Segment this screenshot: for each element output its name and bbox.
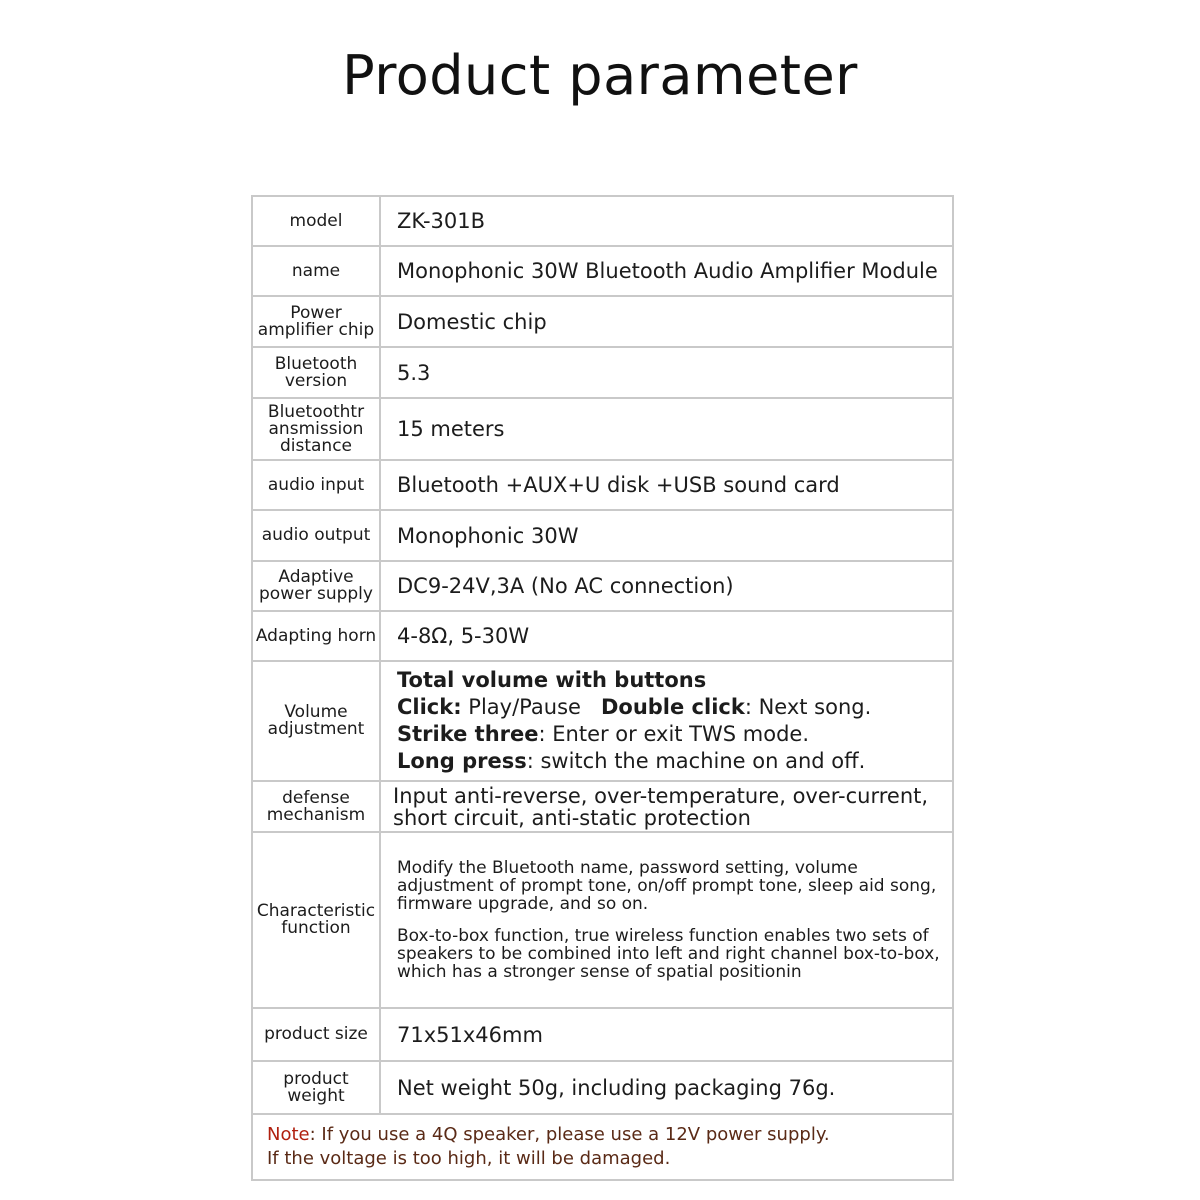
row-label: audio input [252, 460, 380, 510]
click-text: Play/Pause [461, 695, 581, 719]
characteristic-paragraph: Box-to-box function, true wireless function enables two sets of speakers to be combined into left and right channel box-to-box, which has a stronger sense of spatial positionin [397, 926, 940, 982]
note-line: If the voltage is too high, it will be damaged. [267, 1148, 671, 1169]
row-label: product weight [252, 1061, 380, 1114]
double-click-text: : Next song. [744, 695, 872, 719]
note-label: Note [267, 1124, 310, 1145]
table-row-note [252, 1114, 953, 1180]
double-click-label: Double click [600, 695, 745, 719]
row-label: Bluetoothtr ansmission distance [252, 398, 380, 460]
page-title: Product parameter [342, 44, 858, 107]
row-value: Net weight 50g, including packaging 76g. [380, 1061, 953, 1114]
table-row [252, 460, 953, 510]
table-row [252, 510, 953, 561]
row-label: Adapting horn [252, 611, 380, 661]
row-value: 4-8Ω, 5-30W [380, 611, 953, 661]
table-row [252, 196, 953, 246]
row-label: Characteristic function [252, 832, 380, 1008]
volume-click-line [397, 694, 952, 721]
table-row-volume [252, 661, 953, 781]
table-row [252, 1008, 953, 1061]
characteristic-value [380, 832, 953, 1008]
row-label: defense mechanism [252, 781, 380, 832]
row-value: 5.3 [380, 347, 953, 398]
row-value: Bluetooth +AUX+U disk +USB sound card [380, 460, 953, 510]
table-row-characteristic [252, 832, 953, 1008]
row-value: Monophonic 30W Bluetooth Audio Amplifier Module [380, 246, 953, 296]
note-text: : If you use a 4Q speaker, please use a 12V power supply. [309, 1124, 830, 1145]
table-row [252, 611, 953, 661]
row-label: Adaptive power supply [252, 561, 380, 611]
note [252, 1114, 953, 1180]
row-label: Volume adjustment [252, 661, 380, 781]
table-row [252, 246, 953, 296]
table-row-defense [252, 781, 953, 832]
row-value: Domestic chip [380, 296, 953, 347]
row-value: DC9-24V,3A (No AC connection) [380, 561, 953, 611]
row-label: Power amplifier chip [252, 296, 380, 347]
strike-three-text: : Enter or exit TWS mode. [538, 722, 810, 746]
row-label: Bluetooth version [252, 347, 380, 398]
row-label: name [252, 246, 380, 296]
row-value: 15 meters [380, 398, 953, 460]
long-press-label: Long press [397, 749, 527, 773]
row-value: Monophonic 30W [380, 510, 953, 561]
volume-adjustment-value [380, 661, 953, 781]
long-press-text: : switch the machine on and off. [526, 749, 866, 773]
table-row [252, 398, 953, 460]
strike-three-label: Strike three [397, 722, 539, 746]
spec-table [251, 195, 954, 1181]
click-label: Click: [397, 695, 462, 719]
volume-strike-line [397, 721, 952, 748]
row-value: ZK-301B [380, 196, 953, 246]
row-label: model [252, 196, 380, 246]
table-row [252, 561, 953, 611]
row-label: audio output [252, 510, 380, 561]
note-line [267, 1123, 938, 1147]
volume-long-press-line [397, 748, 952, 775]
table-row [252, 347, 953, 398]
defense-value: Input anti-reverse, over-temperature, over-current, short circuit, anti-static protection [380, 781, 953, 832]
table-row [252, 1061, 953, 1114]
table-row [252, 296, 953, 347]
characteristic-paragraph: Modify the Bluetooth name, password setting, volume adjustment of prompt tone, on/off prompt tone, sleep aid song, firmware upgrade, and so on. [397, 858, 937, 914]
volume-heading: Total volume with buttons [397, 668, 707, 692]
row-value: 71x51x46mm [380, 1008, 953, 1061]
row-label: product size [252, 1008, 380, 1061]
